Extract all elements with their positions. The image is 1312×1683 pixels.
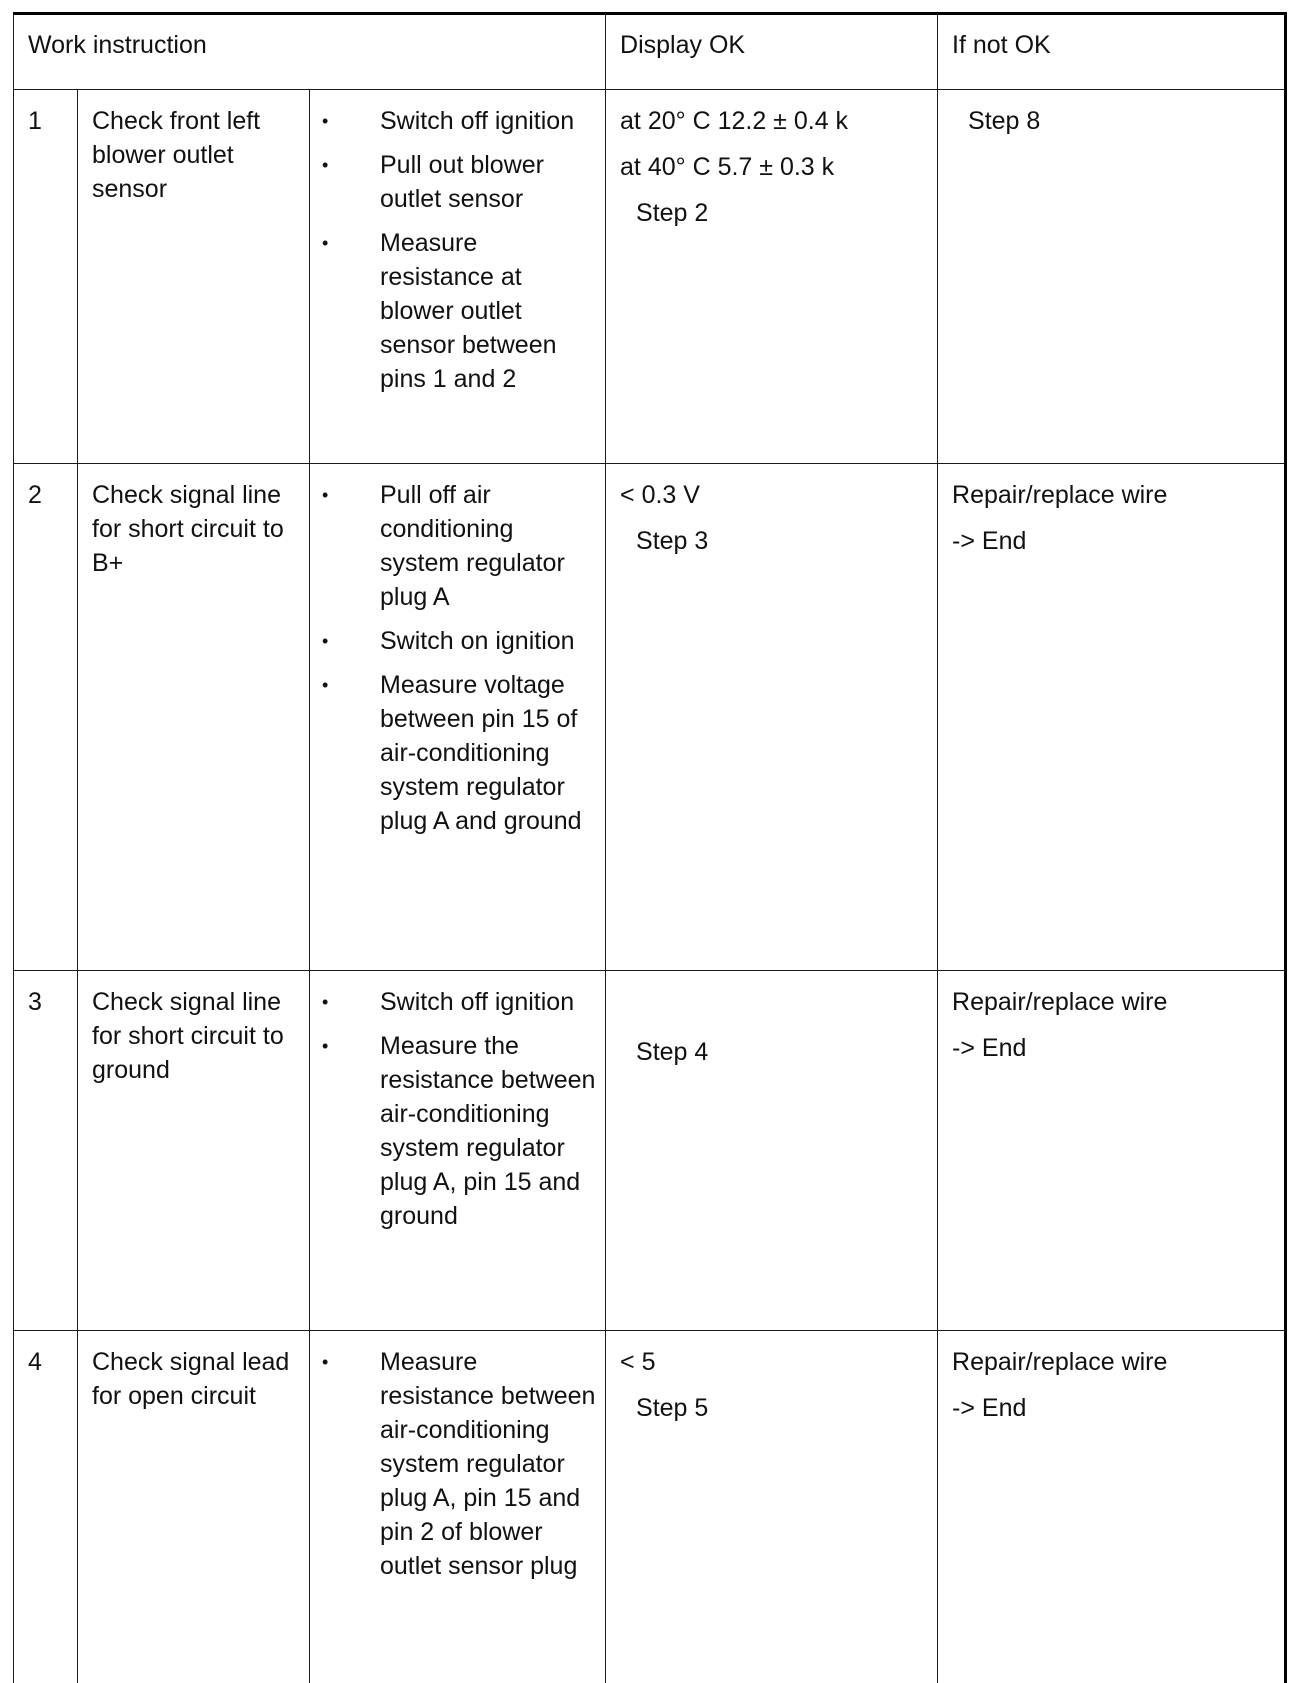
not-ok-action: -> End (952, 527, 1027, 555)
list-item: • Pull out blower outlet sensor (310, 148, 597, 216)
list-item: • Switch on ignition (310, 624, 597, 658)
bullet-icon: • (322, 485, 329, 505)
bullet-icon: • (322, 111, 329, 131)
row-number: 3 (14, 971, 78, 1331)
list-item: • Switch off ignition (310, 985, 597, 1019)
ok-value: at 20° C 12.2 ± 0.4 k (620, 107, 849, 135)
row-title: Check signal line for short circuit to ground (78, 971, 310, 1331)
bullet-icon: • (322, 155, 329, 175)
row-if-not-ok (938, 1331, 1286, 1683)
row-number: 1 (14, 90, 78, 464)
row-title: Check signal line for short circuit to B+ (78, 464, 310, 971)
row-display-ok (606, 1331, 938, 1683)
table-row (14, 1331, 1286, 1683)
list-item: • Pull off air conditioning system regulator plug A (310, 478, 597, 614)
row-steps (310, 90, 606, 464)
row-steps (310, 1331, 606, 1683)
list-item: • Measure voltage between pin 15 of air-conditioning system regulator plug A and ground (310, 668, 597, 838)
not-ok-action: -> End (952, 1034, 1027, 1062)
row-number: 4 (14, 1331, 78, 1683)
table-row (14, 971, 1286, 1331)
ok-next-step: Step 5 (636, 1394, 709, 1422)
bullet-icon: • (322, 992, 329, 1012)
row-display-ok (606, 90, 938, 464)
row-steps (310, 971, 606, 1331)
ok-value: < 0.3 V (620, 481, 700, 509)
ok-value: < 5 (620, 1348, 656, 1376)
ok-next-step: Step 4 (636, 1038, 709, 1066)
ok-next-step: Step 3 (636, 527, 709, 555)
row-display-ok (606, 464, 938, 971)
bullet-icon: • (322, 631, 329, 651)
list-item: • Measure resistance at blower outlet sensor between pins 1 and 2 (310, 226, 597, 396)
list-item: • Switch off ignition (310, 104, 597, 138)
row-if-not-ok (938, 464, 1286, 971)
not-ok-next-step: Step 8 (968, 107, 1041, 135)
list-item: • Measure resistance between air-conditioning system regulator plug A, pin 15 and pin 2 of blower outlet sensor plug (310, 1345, 597, 1583)
ok-value: at 40° C 5.7 ± 0.3 k (620, 153, 835, 181)
header-if-not-ok: If not OK (938, 14, 1286, 90)
header-work-instruction: Work instruction (14, 14, 606, 90)
bullet-icon: • (322, 1352, 329, 1372)
bullet-icon: • (322, 233, 329, 253)
table-row (14, 464, 1286, 971)
row-title: Check signal lead for open circuit (78, 1331, 310, 1683)
list-item: • Measure the resistance between air-conditioning system regulator plug A, pin 15 and ground (310, 1029, 597, 1233)
bullet-icon: • (322, 1036, 329, 1056)
header-display-ok: Display OK (606, 14, 938, 90)
not-ok-action: Repair/replace wire (952, 481, 1168, 509)
ok-next-step: Step 2 (636, 199, 709, 227)
row-if-not-ok (938, 971, 1286, 1331)
table-row (14, 90, 1286, 464)
row-title: Check front left blower outlet sensor (78, 90, 310, 464)
row-number: 2 (14, 464, 78, 971)
header-row (14, 14, 1286, 90)
bullet-icon: • (322, 675, 329, 695)
row-display-ok (606, 971, 938, 1331)
not-ok-action: Repair/replace wire (952, 988, 1168, 1016)
row-if-not-ok (938, 90, 1286, 464)
not-ok-action: Repair/replace wire (952, 1348, 1168, 1376)
not-ok-action: -> End (952, 1394, 1027, 1422)
row-steps (310, 464, 606, 971)
work-instruction-table (13, 12, 1287, 1683)
